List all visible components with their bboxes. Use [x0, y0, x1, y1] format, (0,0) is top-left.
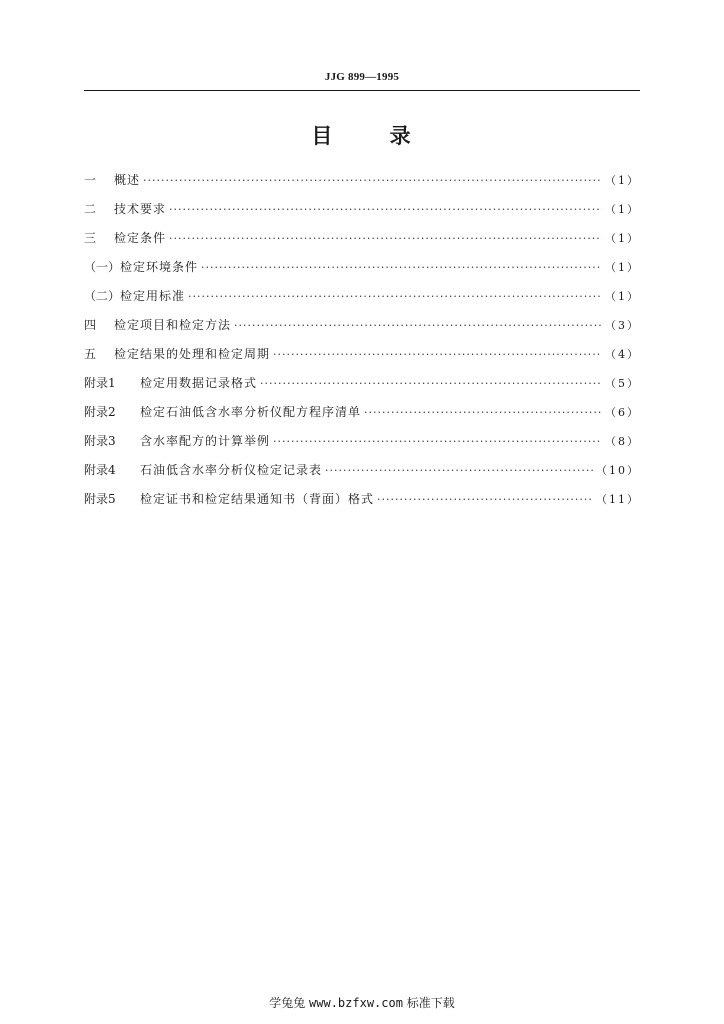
toc-entry-page: （1） — [605, 261, 640, 274]
toc-entry[interactable] — [84, 491, 640, 520]
toc-leader-dots — [201, 260, 602, 276]
toc-entry-number: 三 — [84, 231, 97, 245]
toc-entry-page: （1） — [605, 174, 640, 187]
toc-entry[interactable] — [84, 404, 640, 433]
toc-entry-title: 检定用标准 — [120, 289, 186, 303]
toc-entry[interactable] — [84, 317, 640, 346]
toc-entry-page: （5） — [605, 377, 640, 390]
toc-leader-dots — [364, 405, 602, 421]
toc-entry-page: （4） — [605, 348, 640, 361]
toc-leader-dots — [169, 231, 602, 247]
table-of-contents — [84, 172, 640, 520]
toc-entry[interactable] — [84, 172, 640, 201]
toc-entry[interactable] — [84, 259, 640, 288]
toc-entry[interactable] — [84, 346, 640, 375]
toc-leader-dots — [273, 347, 602, 363]
footer-brand: 学兔兔 — [269, 996, 306, 1010]
toc-entry-number: 附录5 — [84, 492, 116, 506]
page-title: 目 录 — [311, 124, 413, 148]
toc-entry[interactable] — [84, 201, 640, 230]
toc-entry-number: 附录3 — [84, 434, 116, 448]
toc-entry-page: （8） — [605, 435, 640, 448]
footer-tagline: 标准下载 — [406, 996, 455, 1010]
toc-entry-title: 检定用数据记录格式 — [140, 376, 258, 390]
toc-entry-number: 附录2 — [84, 405, 116, 419]
standard-code: JJG 899—1995 — [324, 71, 400, 83]
toc-entry[interactable] — [84, 288, 640, 317]
toc-entry-title: 检定证书和检定结果通知书（背面）格式 — [140, 492, 375, 506]
toc-entry-number: 附录1 — [84, 376, 116, 390]
toc-entry-page: （11） — [596, 493, 640, 506]
toc-entry-number: （一） — [84, 260, 121, 274]
toc-entry-number: 四 — [84, 318, 97, 332]
toc-entry-title: 石油低含水率分析仪检定记录表 — [140, 463, 323, 477]
toc-entry[interactable] — [84, 230, 640, 259]
toc-leader-dots — [325, 463, 593, 479]
toc-entry-number: 一 — [84, 173, 97, 187]
toc-entry-page: （3） — [605, 319, 640, 332]
toc-entry-title: 含水率配方的计算举例 — [140, 434, 271, 448]
toc-entry-title: 检定项目和检定方法 — [114, 318, 232, 332]
footer-watermark — [0, 994, 724, 1011]
toc-entry-title: 概述 — [114, 173, 141, 187]
toc-entry-page: （6） — [605, 406, 640, 419]
toc-entry[interactable] — [84, 462, 640, 491]
toc-entry[interactable] — [84, 433, 640, 462]
toc-entry-number: 附录4 — [84, 463, 116, 477]
toc-leader-dots — [143, 173, 602, 189]
toc-entry-title: 检定条件 — [114, 231, 167, 245]
toc-leader-dots — [188, 289, 602, 305]
toc-entry[interactable] — [84, 375, 640, 404]
toc-entry-page: （1） — [605, 290, 640, 303]
toc-entry-title: 检定环境条件 — [120, 260, 199, 274]
toc-leader-dots — [260, 376, 602, 392]
header-divider — [84, 90, 640, 91]
toc-entry-number: （二） — [84, 289, 121, 303]
toc-leader-dots — [169, 202, 602, 218]
toc-entry-number: 二 — [84, 202, 97, 216]
toc-entry-title: 检定结果的处理和检定周期 — [114, 347, 271, 361]
toc-entry-page: （1） — [605, 232, 640, 245]
toc-leader-dots — [234, 318, 602, 334]
toc-entry-number: 五 — [84, 347, 97, 361]
toc-entry-page: （10） — [596, 464, 640, 477]
footer-url[interactable]: www.bzfxw.com — [309, 996, 403, 1010]
toc-leader-dots — [377, 492, 593, 508]
toc-entry-page: （1） — [605, 203, 640, 216]
toc-entry-title: 检定石油低含水率分析仪配方程序清单 — [140, 405, 362, 419]
toc-entry-title: 技术要求 — [114, 202, 167, 216]
toc-leader-dots — [273, 434, 602, 450]
